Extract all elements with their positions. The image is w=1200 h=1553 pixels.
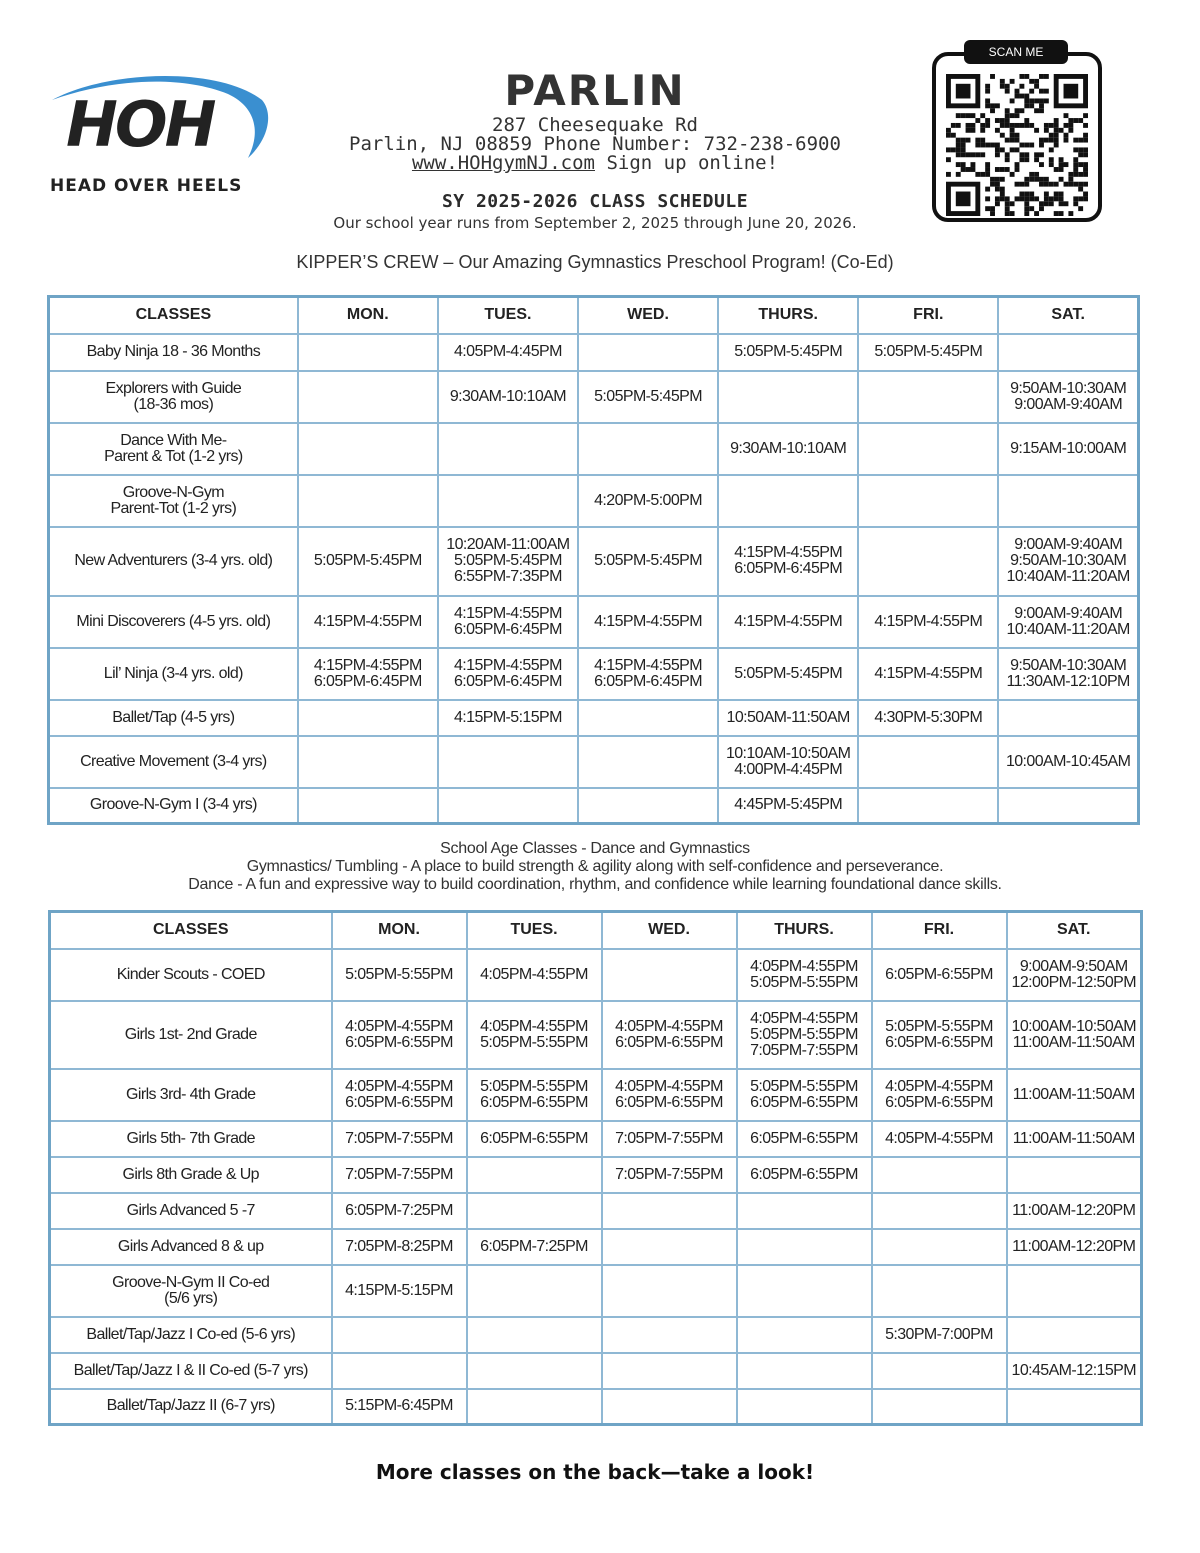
- time-cell: [737, 1353, 872, 1389]
- time-cell: [602, 1317, 737, 1353]
- time-cell: [1007, 1389, 1142, 1425]
- time-cell: [467, 1193, 602, 1229]
- time-cell: 9:30AM-10:10AM: [718, 423, 858, 475]
- class-name-cell: Ballet/Tap/Jazz II (6-7 yrs): [50, 1389, 332, 1425]
- time-cell: 5:05PM-5:55PM: [332, 949, 467, 1001]
- time-cell: 4:05PM-4:45PM: [438, 334, 578, 371]
- column-header: MON.: [298, 297, 438, 334]
- class-name-cell: Dance With Me- Parent & Tot (1-2 yrs): [49, 423, 298, 475]
- table-row: [50, 1389, 1142, 1425]
- time-cell: 7:05PM-8:25PM: [332, 1229, 467, 1265]
- table-row: [49, 596, 1139, 648]
- footer-note: More classes on the back—take a look!: [375, 1460, 815, 1484]
- time-cell: [467, 1265, 602, 1317]
- time-cell: [438, 788, 578, 824]
- column-header: THURS.: [718, 297, 858, 334]
- time-cell: [1007, 1317, 1142, 1353]
- time-cell: 11:00AM-12:20PM: [1007, 1229, 1142, 1265]
- column-header: TUES.: [438, 297, 578, 334]
- time-cell: [737, 1317, 872, 1353]
- time-cell: [872, 1157, 1007, 1193]
- class-name-cell: Girls 1st- 2nd Grade: [50, 1001, 332, 1069]
- time-cell: 9:50AM-10:30AM 9:00AM-9:40AM: [998, 371, 1138, 423]
- time-cell: 9:30AM-10:10AM: [438, 371, 578, 423]
- time-cell: 4:05PM-4:55PM 5:05PM-5:55PM 7:05PM-7:55PM: [737, 1001, 872, 1069]
- time-cell: 6:05PM-7:25PM: [332, 1193, 467, 1229]
- time-cell: [718, 475, 858, 527]
- hoh-logo: [48, 70, 278, 210]
- column-header: FRI.: [872, 912, 1007, 949]
- class-name-cell: Kinder Scouts - COED: [50, 949, 332, 1001]
- time-cell: [998, 475, 1138, 527]
- time-cell: [602, 1229, 737, 1265]
- time-cell: [602, 1193, 737, 1229]
- time-cell: [998, 700, 1138, 736]
- preschool-schedule-table: [47, 295, 1140, 825]
- time-cell: 4:15PM-4:55PM: [718, 596, 858, 648]
- time-cell: 11:00AM-11:50AM: [1007, 1121, 1142, 1157]
- time-cell: 4:05PM-4:55PM 6:05PM-6:55PM: [332, 1069, 467, 1121]
- qr-code[interactable]: [932, 52, 1102, 222]
- time-cell: [737, 1265, 872, 1317]
- gymnastics-description: Gymnastics/ Tumbling - A place to build strength & agility along with self-confidence and perseverance.: [246, 858, 944, 875]
- time-cell: 5:15PM-6:45PM: [332, 1389, 467, 1425]
- school-age-heading: School Age Classes - Dance and Gymnastics: [440, 840, 750, 857]
- table-row: [49, 700, 1139, 736]
- time-cell: 9:00AM-9:40AM 10:40AM-11:20AM: [998, 596, 1138, 648]
- table-row: [50, 1265, 1142, 1317]
- time-cell: 4:05PM-4:55PM 6:05PM-6:55PM: [602, 1001, 737, 1069]
- time-cell: 5:05PM-5:45PM: [578, 527, 718, 596]
- column-header: MON.: [332, 912, 467, 949]
- class-name-cell: Girls 3rd- 4th Grade: [50, 1069, 332, 1121]
- class-name-cell: Lil’ Ninja (3-4 yrs. old): [49, 648, 298, 700]
- time-cell: [858, 423, 998, 475]
- class-name-cell: New Adventurers (3-4 yrs. old): [49, 527, 298, 596]
- time-cell: 6:05PM-6:55PM: [467, 1121, 602, 1157]
- time-cell: 4:15PM-4:55PM 6:05PM-6:45PM: [438, 648, 578, 700]
- time-cell: 11:00AM-11:50AM: [1007, 1069, 1142, 1121]
- time-cell: [298, 371, 438, 423]
- time-cell: 4:05PM-4:55PM 5:05PM-5:55PM: [737, 949, 872, 1001]
- column-header: CLASSES: [49, 297, 298, 334]
- address: 287 Cheesequake Rd: [492, 114, 698, 136]
- time-cell: 4:05PM-4:55PM: [872, 1121, 1007, 1157]
- time-cell: [298, 736, 438, 788]
- time-cell: 4:15PM-4:55PM: [858, 648, 998, 700]
- time-cell: 5:05PM-5:55PM 6:05PM-6:55PM: [467, 1069, 602, 1121]
- time-cell: [872, 1389, 1007, 1425]
- table-row: [49, 648, 1139, 700]
- time-cell: 9:00AM-9:50AM 12:00PM-12:50PM: [1007, 949, 1142, 1001]
- class-name-cell: Ballet/Tap/Jazz I Co-ed (5-6 yrs): [50, 1317, 332, 1353]
- time-cell: [872, 1193, 1007, 1229]
- city-phone: Parlin, NJ 08859 Phone Number: 732-238-6900: [349, 133, 841, 155]
- class-name-cell: Girls Advanced 5 -7: [50, 1193, 332, 1229]
- logo-text: HOH: [66, 88, 214, 161]
- time-cell: 6:05PM-6:55PM: [872, 949, 1007, 1001]
- table-row: [49, 527, 1139, 596]
- preschool-heading: KIPPER’S CREW – Our Amazing Gymnastics Preschool Program! (Co-Ed): [296, 252, 894, 272]
- time-cell: 4:15PM-4:55PM 6:05PM-6:45PM: [298, 648, 438, 700]
- table-row: [50, 1229, 1142, 1265]
- school-age-intro: [0, 840, 1190, 894]
- time-cell: 10:00AM-10:50AM 11:00AM-11:50AM: [1007, 1001, 1142, 1069]
- time-cell: 5:05PM-5:45PM: [298, 527, 438, 596]
- table-row: [50, 1121, 1142, 1157]
- table-row: [50, 1317, 1142, 1353]
- time-cell: [998, 334, 1138, 371]
- class-name-cell: Girls 5th- 7th Grade: [50, 1121, 332, 1157]
- time-cell: 7:05PM-7:55PM: [602, 1121, 737, 1157]
- time-cell: [578, 736, 718, 788]
- time-cell: 5:05PM-5:45PM: [718, 648, 858, 700]
- scan-me-label: SCAN ME: [964, 40, 1068, 64]
- time-cell: [438, 475, 578, 527]
- time-cell: [467, 1157, 602, 1193]
- time-cell: [1007, 1157, 1142, 1193]
- time-cell: [467, 1317, 602, 1353]
- time-cell: [858, 371, 998, 423]
- time-cell: 4:15PM-5:15PM: [438, 700, 578, 736]
- time-cell: [1007, 1265, 1142, 1317]
- time-cell: 4:30PM-5:30PM: [858, 700, 998, 736]
- time-cell: 5:05PM-5:55PM 6:05PM-6:55PM: [737, 1069, 872, 1121]
- time-cell: 4:15PM-4:55PM: [858, 596, 998, 648]
- time-cell: 9:50AM-10:30AM 11:30AM-12:10PM: [998, 648, 1138, 700]
- column-header: SAT.: [998, 297, 1138, 334]
- time-cell: 4:15PM-4:55PM 6:05PM-6:45PM: [438, 596, 578, 648]
- time-cell: [858, 788, 998, 824]
- class-name-cell: Groove-N-Gym I (3-4 yrs): [49, 788, 298, 824]
- table-row: [49, 334, 1139, 371]
- table-row: [49, 423, 1139, 475]
- table-row: [50, 1193, 1142, 1229]
- class-name-cell: Creative Movement (3-4 yrs): [49, 736, 298, 788]
- time-cell: 4:15PM-4:55PM: [298, 596, 438, 648]
- website-line: [290, 154, 900, 173]
- table-row: [49, 371, 1139, 423]
- class-name-cell: Baby Ninja 18 - 36 Months: [49, 334, 298, 371]
- time-cell: 5:05PM-5:55PM 6:05PM-6:55PM: [872, 1001, 1007, 1069]
- time-cell: 10:00AM-10:45AM: [998, 736, 1138, 788]
- time-cell: 10:20AM-11:00AM 5:05PM-5:45PM 6:55PM-7:35PM: [438, 527, 578, 596]
- class-name-cell: Explorers with Guide (18-36 mos): [49, 371, 298, 423]
- table-row: [49, 736, 1139, 788]
- time-cell: 5:30PM-7:00PM: [872, 1317, 1007, 1353]
- time-cell: 9:15AM-10:00AM: [998, 423, 1138, 475]
- time-cell: 9:00AM-9:40AM 9:50AM-10:30AM 10:40AM-11:20AM: [998, 527, 1138, 596]
- time-cell: [858, 527, 998, 596]
- column-header: THURS.: [737, 912, 872, 949]
- table-row: [50, 1069, 1142, 1121]
- time-cell: [602, 949, 737, 1001]
- time-cell: 4:05PM-4:55PM 6:05PM-6:55PM: [602, 1069, 737, 1121]
- time-cell: [332, 1317, 467, 1353]
- time-cell: 4:05PM-4:55PM: [467, 949, 602, 1001]
- class-name-cell: Groove-N-Gym Parent-Tot (1-2 yrs): [49, 475, 298, 527]
- time-cell: 7:05PM-7:55PM: [602, 1157, 737, 1193]
- time-cell: [872, 1229, 1007, 1265]
- column-header: SAT.: [1007, 912, 1142, 949]
- time-cell: [298, 788, 438, 824]
- time-cell: 4:05PM-4:55PM 6:05PM-6:55PM: [872, 1069, 1007, 1121]
- class-name-cell: Mini Discoverers (4-5 yrs. old): [49, 596, 298, 648]
- table-row: [50, 1001, 1142, 1069]
- table-row: [50, 949, 1142, 1001]
- time-cell: [578, 334, 718, 371]
- time-cell: [578, 788, 718, 824]
- time-cell: [737, 1389, 872, 1425]
- time-cell: 4:15PM-4:55PM: [578, 596, 718, 648]
- page-title: PARLIN: [504, 66, 686, 115]
- class-name-cell: Ballet/Tap/Jazz I & II Co-ed (5-7 yrs): [50, 1353, 332, 1389]
- time-cell: [737, 1229, 872, 1265]
- time-cell: [467, 1389, 602, 1425]
- time-cell: [602, 1353, 737, 1389]
- time-cell: [872, 1353, 1007, 1389]
- time-cell: [438, 736, 578, 788]
- time-cell: 4:05PM-4:55PM 5:05PM-5:55PM: [467, 1001, 602, 1069]
- time-cell: 4:15PM-4:55PM 6:05PM-6:45PM: [578, 648, 718, 700]
- time-cell: [602, 1389, 737, 1425]
- time-cell: 6:05PM-6:55PM: [737, 1121, 872, 1157]
- time-cell: [718, 371, 858, 423]
- time-cell: [578, 423, 718, 475]
- signup-text: Sign up online!: [595, 152, 779, 174]
- qr-code-icon: [946, 74, 1088, 216]
- table-row: [49, 475, 1139, 527]
- time-cell: [332, 1353, 467, 1389]
- time-cell: [298, 700, 438, 736]
- time-cell: 4:15PM-4:55PM 6:05PM-6:45PM: [718, 527, 858, 596]
- column-header: FRI.: [858, 297, 998, 334]
- time-cell: 5:05PM-5:45PM: [718, 334, 858, 371]
- time-cell: [298, 475, 438, 527]
- time-cell: 5:05PM-5:45PM: [858, 334, 998, 371]
- time-cell: [467, 1353, 602, 1389]
- logo-subtitle: HEAD OVER HEELS: [50, 176, 243, 196]
- time-cell: 10:50AM-11:50AM: [718, 700, 858, 736]
- header: [290, 66, 900, 232]
- time-cell: [858, 736, 998, 788]
- school-age-schedule-table: [48, 910, 1143, 1426]
- time-cell: 5:05PM-5:45PM: [578, 371, 718, 423]
- time-cell: [737, 1193, 872, 1229]
- time-cell: 7:05PM-7:55PM: [332, 1157, 467, 1193]
- column-header: WED.: [578, 297, 718, 334]
- time-cell: 4:45PM-5:45PM: [718, 788, 858, 824]
- schedule-title: SY 2025-2026 CLASS SCHEDULE: [441, 191, 749, 212]
- time-cell: [858, 475, 998, 527]
- time-cell: [438, 423, 578, 475]
- time-cell: 6:05PM-6:55PM: [737, 1157, 872, 1193]
- schedule-note: Our school year runs from September 2, 2025 through June 20, 2026.: [333, 214, 857, 232]
- time-cell: 10:45AM-12:15PM: [1007, 1353, 1142, 1389]
- time-cell: 7:05PM-7:55PM: [332, 1121, 467, 1157]
- time-cell: 4:05PM-4:55PM 6:05PM-6:55PM: [332, 1001, 467, 1069]
- class-name-cell: Girls Advanced 8 & up: [50, 1229, 332, 1265]
- time-cell: [298, 423, 438, 475]
- class-name-cell: Girls 8th Grade & Up: [50, 1157, 332, 1193]
- table-row: [49, 788, 1139, 824]
- time-cell: [578, 700, 718, 736]
- class-name-cell: Ballet/Tap (4-5 yrs): [49, 700, 298, 736]
- time-cell: 11:00AM-12:20PM: [1007, 1193, 1142, 1229]
- table-row: [50, 1353, 1142, 1389]
- time-cell: [298, 334, 438, 371]
- table-row: [50, 1157, 1142, 1193]
- column-header: TUES.: [467, 912, 602, 949]
- time-cell: [602, 1265, 737, 1317]
- dance-description: Dance - A fun and expressive way to build coordination, rhythm, and confidence while learning foundational dance skills.: [188, 876, 1002, 893]
- column-header: WED.: [602, 912, 737, 949]
- time-cell: [998, 788, 1138, 824]
- website-link[interactable]: www.HOHgymNJ.com: [411, 152, 595, 174]
- time-cell: 4:20PM-5:00PM: [578, 475, 718, 527]
- time-cell: [872, 1265, 1007, 1317]
- column-header: CLASSES: [50, 912, 332, 949]
- time-cell: 6:05PM-7:25PM: [467, 1229, 602, 1265]
- time-cell: 10:10AM-10:50AM 4:00PM-4:45PM: [718, 736, 858, 788]
- time-cell: 4:15PM-5:15PM: [332, 1265, 467, 1317]
- class-name-cell: Groove-N-Gym II Co-ed (5/6 yrs): [50, 1265, 332, 1317]
